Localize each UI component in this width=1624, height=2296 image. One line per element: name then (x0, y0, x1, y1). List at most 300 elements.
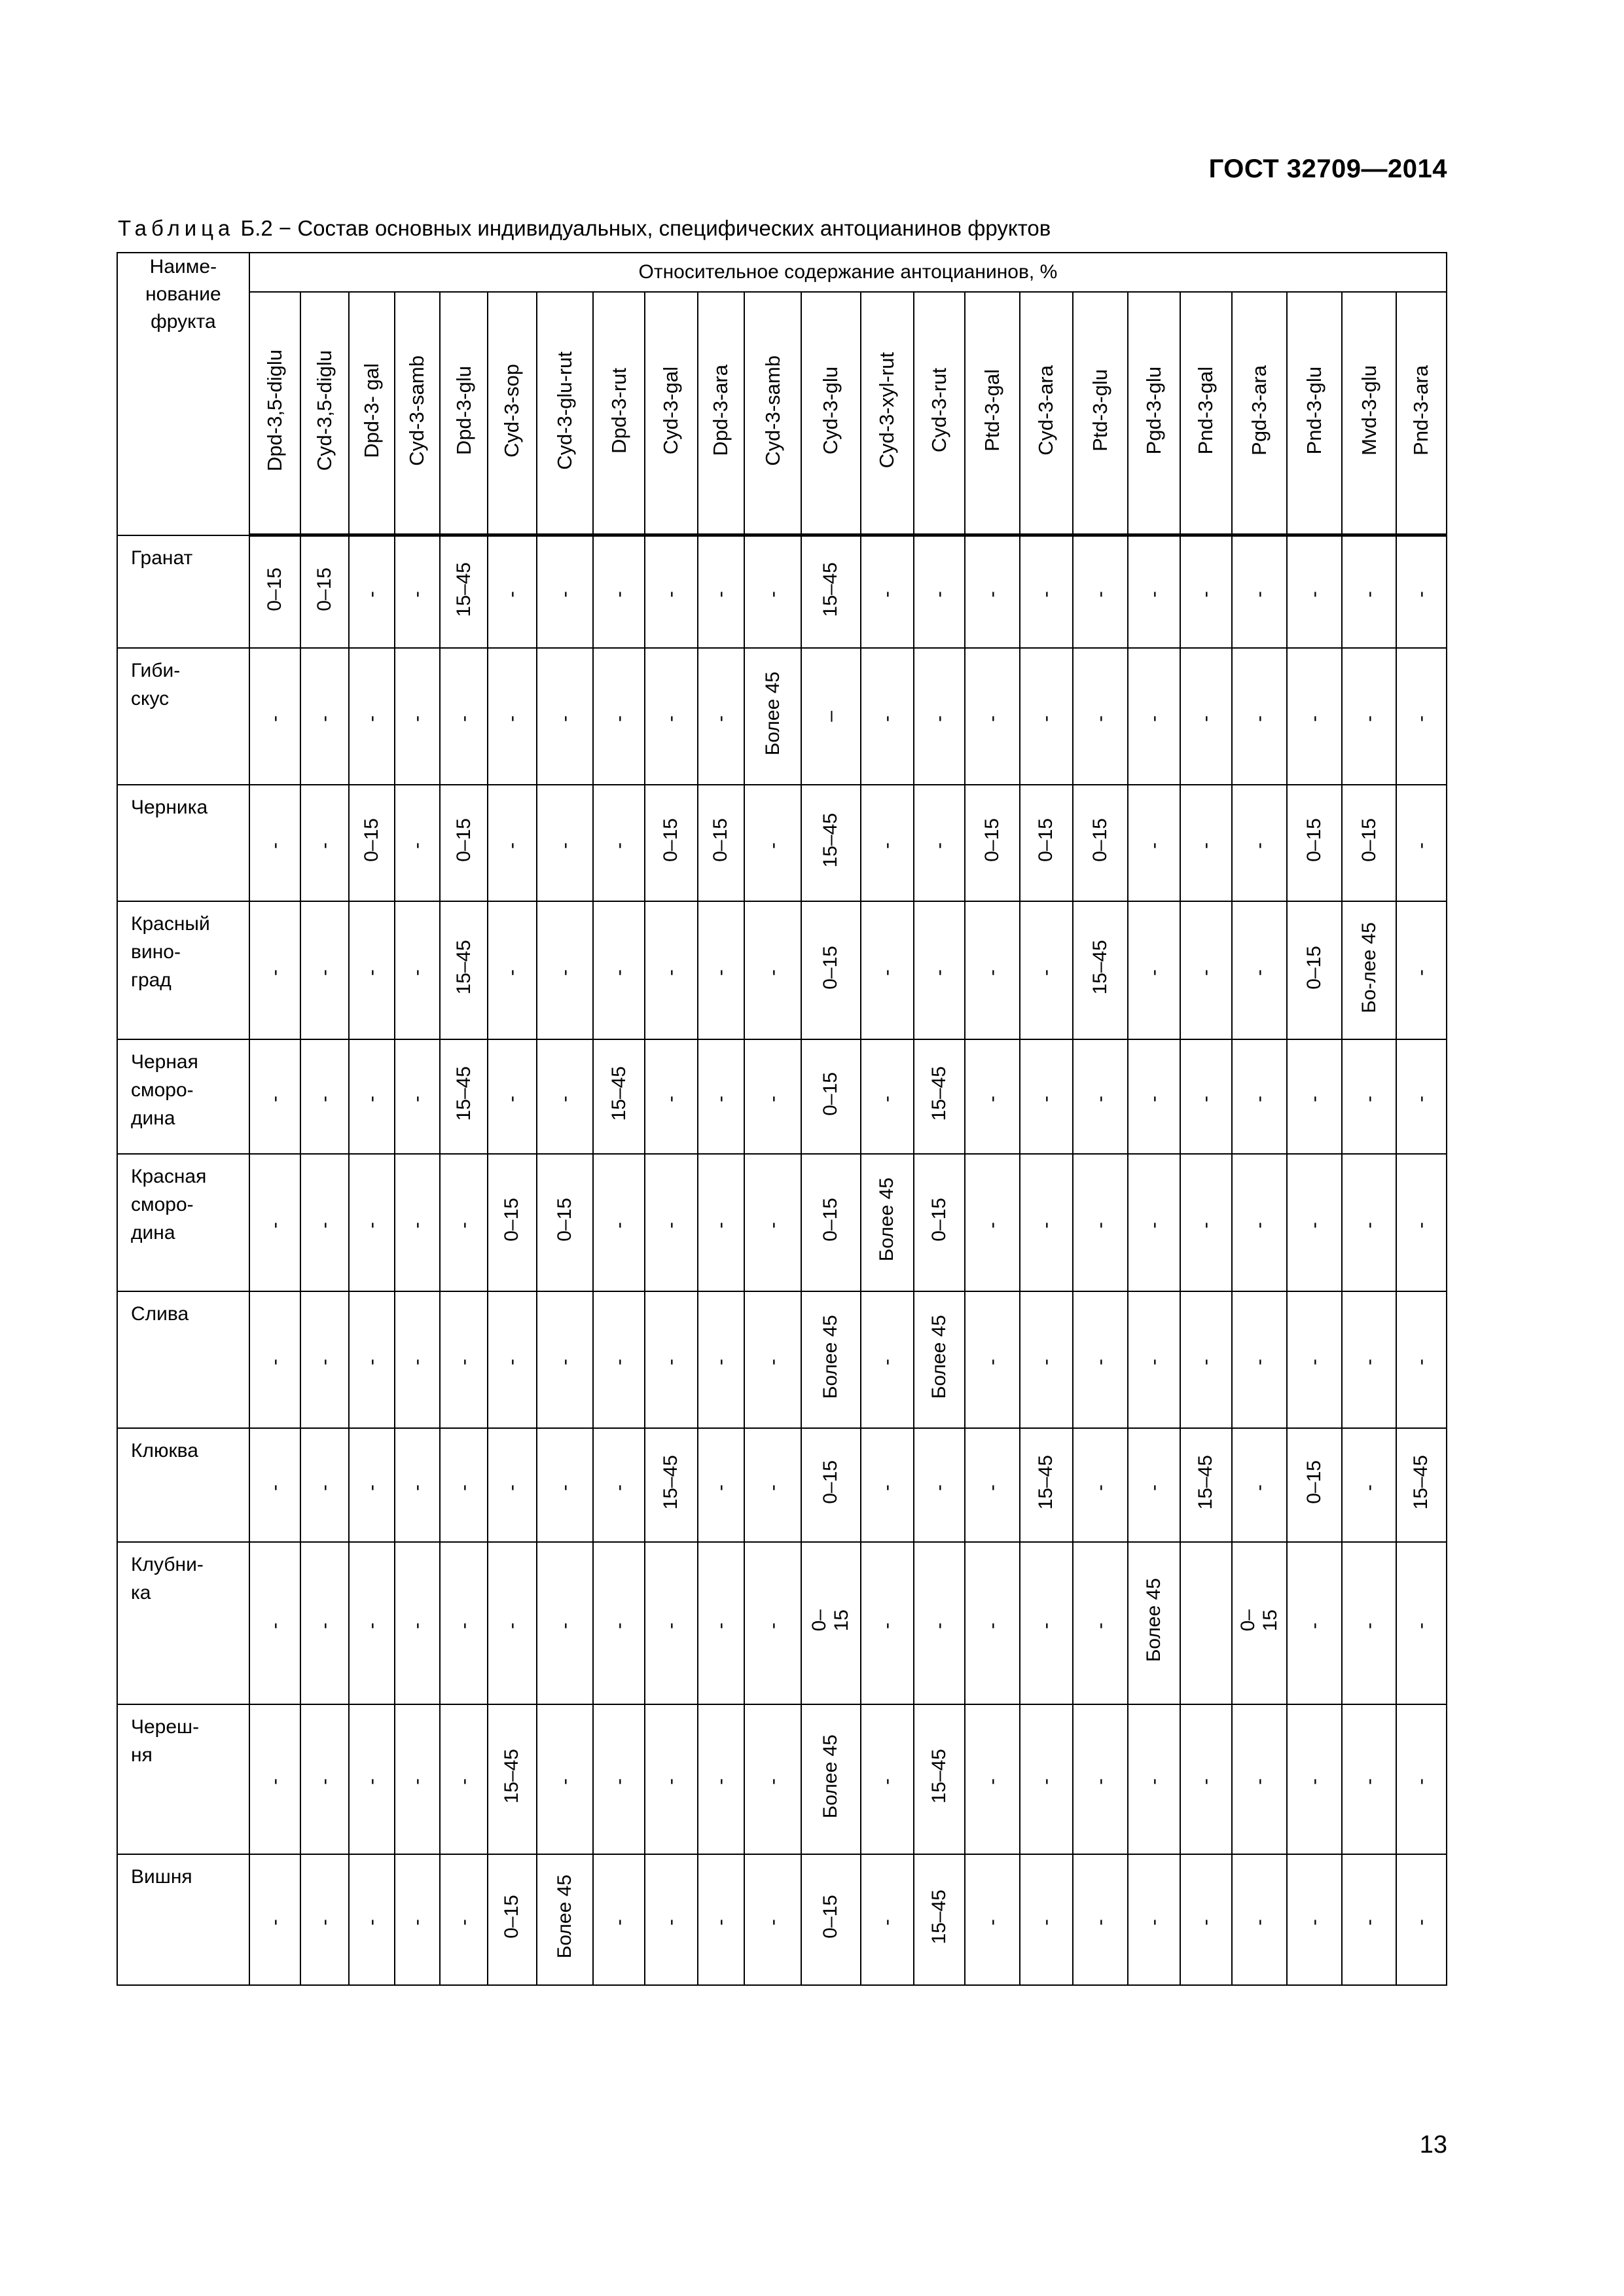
cell-value: - (981, 1096, 1003, 1102)
table-cell (914, 1291, 965, 1428)
table-cell (1342, 785, 1396, 901)
table-cell (300, 1291, 349, 1428)
table-cell (744, 1428, 801, 1542)
cell-value: - (1195, 969, 1217, 976)
cell-value: - (1303, 1096, 1326, 1102)
cell-value: - (876, 1359, 898, 1365)
table-cell (645, 901, 698, 1039)
table-cell (488, 1542, 537, 1704)
cell-value: - (406, 591, 428, 598)
table-cell (488, 535, 537, 648)
cell-value: - (660, 1096, 682, 1102)
table-cell (1232, 1428, 1288, 1542)
cell-value: - (660, 1359, 682, 1365)
column-header-label: Cyd-3-glu (819, 366, 842, 455)
cell-value: 0–15 (360, 818, 382, 862)
table-cell (914, 1428, 965, 1542)
cell-value: - (981, 591, 1003, 598)
cell-value: - (553, 591, 575, 598)
table-cell (593, 901, 645, 1039)
cell-value: - (264, 1484, 286, 1491)
table-cell (1128, 785, 1180, 901)
cell-value: - (1303, 1778, 1326, 1785)
cell-value: - (406, 715, 428, 722)
cell-value: 0–15 (1303, 945, 1326, 990)
table-cell (645, 1154, 698, 1291)
table-cell (801, 1039, 861, 1154)
table-cell (1180, 1039, 1232, 1154)
table-cell (1396, 648, 1447, 785)
fruit-name: Клюква (117, 1428, 249, 1542)
table-cell (1128, 1154, 1180, 1291)
table-cell (744, 1291, 801, 1428)
table-cell (249, 901, 301, 1039)
table-cell (537, 1542, 594, 1704)
column-header-label: Cyd-3-xyl-rut (875, 352, 899, 469)
cell-value: - (1143, 969, 1165, 976)
cell-value: - (264, 1359, 286, 1365)
cell-value: - (1248, 1221, 1271, 1229)
table-cell (698, 1704, 745, 1854)
cell-value: - (761, 591, 784, 598)
cell-value: 0–15 (928, 1198, 950, 1242)
table-cell (1073, 648, 1128, 785)
cell-value: - (928, 591, 950, 598)
table-cell (1287, 1039, 1342, 1154)
table-cell (645, 1428, 698, 1542)
cell-value: - (876, 1918, 898, 1926)
table-cell (440, 1854, 488, 1985)
table-cell (1287, 648, 1342, 785)
cell-value: - (314, 969, 336, 976)
cell-value: - (1035, 1778, 1057, 1785)
cell-value: - (1035, 1918, 1057, 1926)
table-cell (698, 901, 745, 1039)
cell-value: - (1195, 1359, 1217, 1365)
cell-value: - (1358, 1359, 1380, 1365)
column-header-label: Pgd-3-glu (1142, 366, 1166, 455)
table-cell (1073, 901, 1128, 1039)
cell-value: - (876, 591, 898, 598)
table-caption-label: Таблица (118, 216, 235, 240)
cell-value: - (1195, 842, 1217, 849)
table-cell (1128, 1542, 1180, 1704)
column-header-label: Cyd-3-gal (659, 366, 683, 455)
table-cell (1128, 1428, 1180, 1542)
table-cell (645, 535, 698, 648)
cell-value: - (1035, 1622, 1057, 1629)
cell-value: 0–15 (1035, 818, 1057, 862)
cell-value: 15–45 (452, 1066, 475, 1121)
fruit-name: Черника (117, 785, 249, 901)
table-cell (1396, 535, 1447, 648)
cell-value: 0–15 (452, 818, 475, 862)
column-header-label: Cyd-3-ara (1034, 365, 1058, 456)
table-cell (1396, 785, 1447, 901)
table-row (117, 1542, 1447, 1704)
table-row (117, 1291, 1447, 1428)
table-cell (1128, 1291, 1180, 1428)
cell-value: - (360, 591, 382, 598)
column-header-label: Mvd-3-glu (1357, 365, 1380, 456)
table-cell (801, 1291, 861, 1428)
table-cell (1180, 1704, 1232, 1854)
table-cell (1020, 1154, 1073, 1291)
table-cell (440, 901, 488, 1039)
table-cell (698, 1039, 745, 1154)
cell-value: - (1410, 591, 1432, 598)
cell-value: 0–15 (710, 818, 732, 862)
cell-value: - (360, 1622, 382, 1629)
table-cell (349, 1154, 395, 1291)
table-cell (349, 648, 395, 785)
table-cell (349, 785, 395, 901)
cell-value: - (314, 1359, 336, 1365)
cell-value: - (876, 1622, 898, 1629)
table-cell (1020, 648, 1073, 785)
column-header-label: Dpd-3,5-diglu (263, 349, 287, 472)
cell-value: Бо-лее 45 (1358, 922, 1380, 1013)
table-cell (1342, 1428, 1396, 1542)
table-cell (249, 1704, 301, 1854)
column-header (300, 292, 349, 535)
cell-value: - (452, 1918, 475, 1926)
column-header-label: Pnd-3-ara (1409, 365, 1433, 456)
table-cell (1128, 1854, 1180, 1985)
table-cell (1232, 648, 1288, 785)
table-cell (1232, 1039, 1288, 1154)
table-cell (965, 1704, 1020, 1854)
table-row (117, 1428, 1447, 1542)
cell-value: - (1035, 1359, 1057, 1365)
table-cell (744, 535, 801, 648)
column-header (698, 292, 745, 535)
cell-value: - (553, 842, 575, 849)
cell-value: - (553, 969, 575, 976)
cell-value: 15–45 (1089, 940, 1111, 995)
cell-value: 0– 15 (1237, 1609, 1282, 1632)
table-cell (593, 1428, 645, 1542)
cell-value: - (1410, 1778, 1432, 1785)
table-cell (1020, 785, 1073, 901)
table-cell (965, 785, 1020, 901)
cell-value: - (876, 715, 898, 722)
cell-value: - (1303, 1918, 1326, 1926)
table-cell (593, 785, 645, 901)
column-header (744, 292, 801, 535)
table-cell (440, 1291, 488, 1428)
table-cell (1180, 648, 1232, 785)
cell-value: - (981, 1484, 1003, 1491)
table-cell (249, 1039, 301, 1154)
table-cell (801, 1428, 861, 1542)
table-cell (645, 1854, 698, 1985)
table-cell (1342, 1542, 1396, 1704)
table-cell (395, 785, 441, 901)
table-row (117, 648, 1447, 785)
cell-value: - (761, 1484, 784, 1491)
cell-value: - (452, 1484, 475, 1491)
cell-value: - (553, 715, 575, 722)
column-header-label: Pnd-3-gal (1194, 366, 1218, 455)
cell-value: - (876, 1778, 898, 1785)
table-cell (1128, 1704, 1180, 1854)
cell-value: 0– 15 (808, 1609, 853, 1632)
table-cell (1180, 1854, 1232, 1985)
cell-value: - (1303, 1359, 1326, 1365)
table-cell (395, 1854, 441, 1985)
table-cell (1342, 1854, 1396, 1985)
cell-value: - (710, 1622, 732, 1629)
cell-value: - (1248, 1484, 1271, 1491)
table-cell (965, 535, 1020, 648)
table-cell (1287, 785, 1342, 901)
cell-value: - (314, 1221, 336, 1229)
cell-value: - (1358, 1622, 1380, 1629)
table-cell (488, 1704, 537, 1854)
table-cell (645, 648, 698, 785)
column-header (1073, 292, 1128, 535)
table-cell (349, 1291, 395, 1428)
table-cell (698, 1154, 745, 1291)
table-cell (537, 1854, 594, 1985)
table-cell (1232, 1854, 1288, 1985)
cell-value: 15–45 (820, 812, 842, 868)
column-header-label: Cyd-3-sop (500, 363, 524, 457)
column-header-label: Pnd-3-glu (1303, 366, 1326, 455)
table-cell (488, 1854, 537, 1985)
table-cell (593, 1854, 645, 1985)
table-cell (1073, 1428, 1128, 1542)
column-header-label: Cyd-3-rut (927, 368, 950, 453)
column-header-label: Cyd-3-samb (405, 355, 429, 466)
fruit-name-header: Наиме- нование фрукта (117, 253, 249, 535)
cell-value: - (264, 842, 286, 849)
column-header-label: Dpd-3-ara (709, 365, 732, 456)
cell-value: - (1410, 842, 1432, 849)
cell-value: - (406, 1484, 428, 1491)
table-cell (965, 1542, 1020, 1704)
cell-value: - (1358, 1096, 1380, 1102)
table-cell (440, 785, 488, 901)
cell-value: - (1410, 1918, 1432, 1926)
cell-value: - (761, 1221, 784, 1229)
cell-value: - (264, 1096, 286, 1102)
table-cell (440, 1542, 488, 1704)
table-cell (1342, 1291, 1396, 1428)
table-cell (1396, 1039, 1447, 1154)
table-cell (349, 1854, 395, 1985)
cell-value: - (264, 969, 286, 976)
table-cell (914, 901, 965, 1039)
table-cell (801, 1154, 861, 1291)
table-cell (1287, 1704, 1342, 1854)
cell-value: - (1035, 591, 1057, 598)
cell-value: 0–15 (1303, 818, 1326, 862)
cell-value: - (501, 1096, 523, 1102)
table-cell (537, 535, 594, 648)
cell-value: - (1303, 1221, 1326, 1229)
table-cell (1128, 1039, 1180, 1154)
cell-value: - (607, 969, 630, 976)
table-cell (965, 1154, 1020, 1291)
table-cell (861, 1291, 914, 1428)
cell-value: - (1143, 715, 1165, 722)
cell-value: - (1143, 1359, 1165, 1365)
cell-value: - (1089, 1622, 1111, 1629)
cell-value: 0–15 (820, 1460, 842, 1504)
cell-value: 15–45 (928, 1889, 950, 1945)
table-cell (249, 785, 301, 901)
cell-value: - (710, 1359, 732, 1365)
table-cell (1396, 1428, 1447, 1542)
cell-value: - (406, 1096, 428, 1102)
cell-value: - (1143, 1918, 1165, 1926)
table-cell (488, 1039, 537, 1154)
table-cell (395, 648, 441, 785)
table-cell (1020, 1854, 1073, 1985)
cell-value: - (1303, 1622, 1326, 1629)
cell-value: - (761, 1778, 784, 1785)
column-header (1128, 292, 1180, 535)
cell-value: - (1410, 1622, 1432, 1629)
table-cell (744, 1039, 801, 1154)
cell-value: - (981, 1918, 1003, 1926)
cell-value: 0–15 (1358, 818, 1380, 862)
table-cell (744, 785, 801, 901)
cell-value: - (501, 715, 523, 722)
cell-value: - (1143, 1221, 1165, 1229)
table-row (117, 1039, 1447, 1154)
table-cell (1020, 1291, 1073, 1428)
cell-value: - (1248, 1918, 1271, 1926)
cell-value: - (1410, 1359, 1432, 1365)
cell-value: 15–45 (607, 1066, 630, 1121)
table-cell (1396, 1154, 1447, 1291)
table-cell (593, 1154, 645, 1291)
table-cell (698, 535, 745, 648)
cell-value: 0–15 (314, 567, 336, 611)
table-cell (395, 1704, 441, 1854)
column-header-label: Dpd-3-glu (452, 365, 475, 456)
table-cell (861, 648, 914, 785)
cell-value: - (1035, 969, 1057, 976)
cell-value: - (928, 1484, 950, 1491)
cell-value: - (607, 1622, 630, 1629)
table-cell (645, 1704, 698, 1854)
table-cell (537, 901, 594, 1039)
cell-value: 0–15 (1089, 818, 1111, 862)
table-cell (537, 1291, 594, 1428)
table-cell (440, 1154, 488, 1291)
table-cell (488, 901, 537, 1039)
table-cell (1073, 1154, 1128, 1291)
table-cell (965, 901, 1020, 1039)
cell-value: - (1248, 1778, 1271, 1785)
table-cell (645, 1542, 698, 1704)
table-cell (861, 901, 914, 1039)
table-cell (1020, 1542, 1073, 1704)
table-cell (1287, 1154, 1342, 1291)
table-cell (861, 535, 914, 648)
cell-value: - (1358, 1778, 1380, 1785)
table-cell (801, 785, 861, 901)
cell-value: - (761, 1359, 784, 1365)
cell-value: 15–45 (452, 562, 475, 617)
column-header (914, 292, 965, 535)
cell-value: - (761, 1918, 784, 1926)
cell-value: - (607, 715, 630, 722)
cell-value: - (406, 1221, 428, 1229)
table-cell (349, 1428, 395, 1542)
table-caption-text: Б.2 − Состав основных индивидуальных, специфических антоцианинов фруктов (234, 216, 1051, 240)
table-cell (249, 1854, 301, 1985)
column-header-label: Ptd-3-gal (981, 369, 1004, 452)
cell-value: - (501, 1359, 523, 1365)
table-cell (440, 535, 488, 648)
table-cell (914, 785, 965, 901)
cell-value: - (607, 1918, 630, 1926)
cell-value: - (452, 1359, 475, 1365)
table-cell (1128, 648, 1180, 785)
cell-value: 0–15 (660, 818, 682, 862)
table-cell (744, 1542, 801, 1704)
cell-value: - (981, 715, 1003, 722)
table-cell (537, 785, 594, 901)
table-cell (1128, 901, 1180, 1039)
cell-value: - (607, 591, 630, 598)
table-cell (1287, 1428, 1342, 1542)
cell-value: - (1089, 1359, 1111, 1365)
table-cell (1342, 1704, 1396, 1854)
anthocyanin-table (117, 252, 1447, 1986)
table-cell (488, 1154, 537, 1291)
column-header-label: Dpd-3-rut (607, 367, 630, 454)
column-header (1180, 292, 1232, 535)
cell-value: Более 45 (820, 1734, 842, 1819)
cell-value: - (928, 969, 950, 976)
cell-value: - (314, 715, 336, 722)
table-cell (801, 1542, 861, 1704)
cell-value: - (710, 1096, 732, 1102)
table-cell (801, 648, 861, 785)
cell-value: - (406, 1778, 428, 1785)
cell-value: 15–45 (501, 1749, 523, 1804)
cell-value: 0–15 (981, 818, 1003, 862)
cell-value: - (761, 969, 784, 976)
cell-value: - (1089, 1096, 1111, 1102)
cell-value: - (660, 1221, 682, 1229)
table-cell (249, 1542, 301, 1704)
table-cell (349, 535, 395, 648)
cell-value: - (360, 1484, 382, 1491)
column-header-label: Dpd-3- gal (359, 363, 383, 458)
cell-value: - (660, 969, 682, 976)
cell-value: - (314, 1622, 336, 1629)
table-cell (801, 1854, 861, 1985)
cell-value: - (406, 1622, 428, 1629)
cell-value: - (1195, 1778, 1217, 1785)
table-cell (1180, 1154, 1232, 1291)
cell-value: - (553, 1778, 575, 1785)
cell-value: - (1143, 591, 1165, 598)
table-cell (1180, 1291, 1232, 1428)
column-header (1232, 292, 1288, 535)
cell-value: - (553, 1484, 575, 1491)
table-cell (593, 1704, 645, 1854)
cell-value: - (452, 1221, 475, 1229)
cell-value: - (607, 1359, 630, 1365)
